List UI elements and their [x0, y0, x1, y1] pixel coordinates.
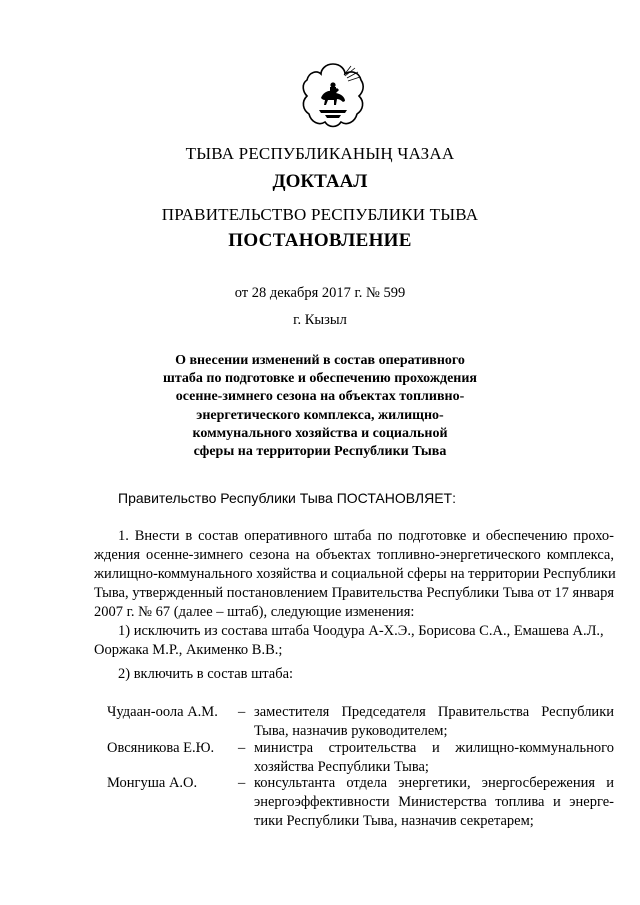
paragraph-line: жилищно-коммунального хозяйства и социальной сферы на территории Республики: [94, 566, 616, 582]
title-line: энергетического комплекса, жилищно-: [196, 407, 444, 423]
member-description-line: заместителя Председателя Правительства Республики: [254, 704, 614, 720]
member-description: [254, 703, 614, 741]
paragraph-1: [94, 527, 614, 622]
item-2: 2) включить в состав штаба:: [118, 666, 294, 682]
member-description-line: министра строительства и жилищно-коммунального: [254, 740, 614, 756]
decree-statement: Правительство Республики Тыва ПОСТАНОВЛЯЕТ:: [118, 490, 456, 506]
member-description: [254, 774, 614, 831]
government-title: ПРАВИТЕЛЬСТВО РЕСПУБЛИКИ ТЫВА: [161, 205, 479, 224]
republic-title-tyvan: ТЫВА РЕСПУБЛИКАНЫҢ ЧАЗАА: [185, 144, 455, 163]
member-description-line: консультанта отдела энергетики, энергосбережения и: [254, 775, 614, 791]
paragraph-line: Тыва, утвержденный постановлением Правительства Республики Тыва от 17 января: [94, 585, 614, 601]
member-description-line: энергоэффективности Министерства топлива и энерге-: [254, 794, 614, 810]
member-dash: –: [238, 775, 246, 791]
city: г. Кызыл: [293, 312, 347, 328]
title-line: О внесении изменений в состав оперативного: [175, 353, 465, 368]
member-dash: –: [238, 704, 246, 720]
member-name: Овсяникова Е.Ю.: [107, 740, 215, 756]
title-line: осенне-зимнего сезона на объектах топливно-: [175, 389, 465, 405]
title-line: штаба по подготовке и обеспечению прохождения: [163, 371, 477, 387]
document-title: [130, 352, 510, 461]
member-description: [254, 739, 614, 777]
member-name: Чудаан-оола А.М.: [107, 704, 218, 720]
paragraph-line: 2007 г. № 67 (далее – штаб), следующие изменения:: [94, 604, 415, 620]
paragraph-line: ждения осенне-зимнего сезона на объектах топливно-энергетического комплекса,: [94, 547, 614, 563]
coat-of-arms-icon: [295, 58, 371, 134]
member-description-line: хозяйства Республики Тыва;: [254, 759, 429, 775]
member-description-line: Тыва, назначив руководителем;: [254, 723, 448, 739]
title-line: сферы на территории Республики Тыва: [193, 444, 447, 460]
date-number: от 28 декабря 2017 г. № 599: [234, 285, 406, 301]
member-dash: –: [238, 740, 246, 756]
title-line: коммунального хозяйства и социальной: [192, 425, 448, 441]
paragraph-line: 1. Внести в состав оперативного штаба по подготовке и обеспечению прохо-: [118, 528, 614, 544]
doc-type: ПОСТАНОВЛЕНИЕ: [228, 230, 412, 251]
member-name: Монгуша А.О.: [107, 775, 198, 791]
item-1-line: 1) исключить из состава штаба Чоодура А-Х.Э., Борисова С.А., Емашева А.Л.,: [118, 623, 604, 639]
doc-type-tyvan: ДОКТААЛ: [272, 171, 368, 192]
item-1-line: Ооржака М.Р., Акименко В.В.;: [94, 642, 283, 658]
member-description-line: тики Республики Тыва, назначив секретарем;: [254, 813, 534, 829]
